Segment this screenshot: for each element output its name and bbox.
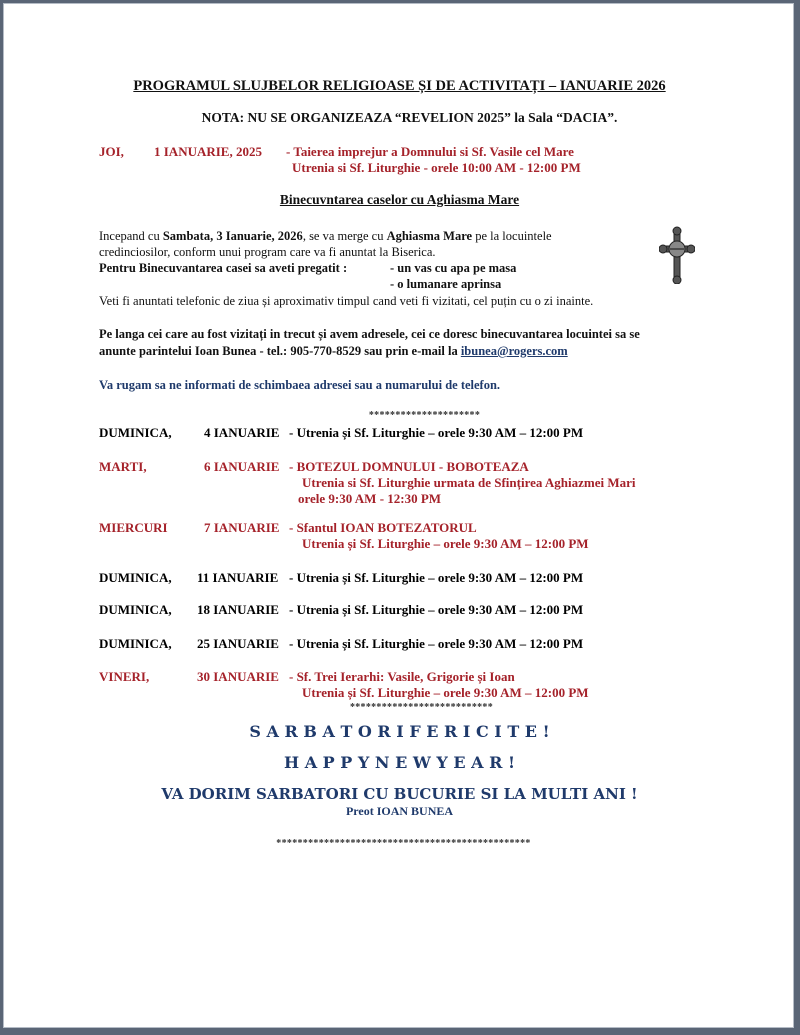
schedule-row: [99, 669, 699, 685]
document-page: [3, 3, 794, 1028]
greeting-happy-new-year: H A P P Y N E W Y E A R !: [284, 753, 515, 772]
day: DUMINICA,: [99, 636, 172, 651]
date: 4 IANUARIE: [204, 425, 280, 440]
blessing-paragraph: [99, 228, 552, 244]
day: MIERCURI: [99, 520, 168, 535]
date: 11 IANUARIE: [197, 570, 279, 585]
prep-item: - un vas cu apa pe masa: [390, 261, 517, 275]
date: 30 IANUARIE: [197, 669, 279, 684]
joi-line2: Utrenia si Sf. Liturghie - orele 10:00 AM - 12:00 PM: [292, 160, 581, 175]
schedule-line2: Utrenia și Sf. Liturghie – orele 9:30 AM – 12:00 PM: [302, 536, 589, 551]
prep-item: - o lumanare aprinsa: [390, 277, 502, 291]
blessing-heading: Binecuvntarea caselor cu Aghiasma Mare: [279, 192, 520, 207]
description: - Taierea imprejur a Domnului si Sf. Vasile cel Mare: [286, 144, 574, 159]
schedule-row: [99, 602, 699, 618]
address-change-request: Va rugam sa ne informati de schimbaea adresei sau a numarului de telefon.: [99, 378, 501, 392]
date: 25 IANUARIE: [197, 636, 279, 651]
day: VINERI,: [99, 669, 150, 684]
date: 6 IANUARIE: [204, 459, 280, 474]
separator: ************************************************: [276, 838, 531, 849]
prep-label: Pentru Binecuvantarea casei sa aveti pregatit :: [99, 261, 348, 275]
description: - Sfantul IOAN BOTEZATORUL: [289, 520, 477, 535]
text-bold: Sambata, 3 Ianuarie, 2026: [162, 229, 303, 243]
schedule-row: [99, 570, 699, 586]
blessing-paragraph-line2: credinciosilor, conform unui program care va fi anuntat la Biserica.: [99, 245, 436, 259]
date: 18 IANUARIE: [197, 602, 279, 617]
schedule-row: [99, 425, 699, 441]
separator: *********************: [368, 410, 481, 421]
separator: ***************************: [349, 702, 494, 713]
description: - Utrenia și Sf. Liturghie – orele 9:30 AM – 12:00 PM: [289, 570, 584, 585]
description: - Utrenia și Sf. Liturghie – orele 9:30 AM – 12:00 PM: [289, 602, 584, 617]
description: - Sf. Trei Ierarhi: Vasile, Grigorie și Ioan: [289, 669, 515, 684]
schedule-line3: orele 9:30 AM - 12:30 PM: [298, 491, 442, 506]
greeting-la-multi-ani: VA DORIM SARBATORI CU BUCURIE SI LA MULTI ANI !: [161, 785, 638, 803]
text: anunte parintelui Ioan Bunea - tel.: 905-770-8529 sau prin e-mail la: [99, 344, 461, 358]
email-link[interactable]: ibunea@rogers.com: [460, 344, 568, 358]
schedule-line2: Utrenia și Sf. Liturghie – orele 9:30 AM – 12:00 PM: [302, 685, 589, 700]
orthodox-cross-icon: [659, 226, 695, 284]
day: DUMINICA,: [99, 425, 172, 440]
description: - Utrenia și Sf. Liturghie – orele 9:30 AM – 12:00 PM: [289, 425, 584, 440]
contact-line1: Pe langa cei care au fost vizitați in trecut și avem adresele, cei ce doresc binecuvantarea locuintei sa se: [99, 327, 640, 341]
text: Incepand cu: [99, 229, 163, 243]
schedule-row: [99, 520, 699, 536]
text: pe la locuintele: [472, 229, 552, 243]
page-title: PROGRAMUL SLUJBELOR RELIGIOASE ȘI DE ACTIVITAȚI – IANUARIE 2026: [133, 78, 666, 94]
schedule-line2: Utrenia si Sf. Liturghie urmata de Sfințirea Aghiazmei Mari: [302, 475, 636, 490]
date: 1 IANUARIE, 2025: [154, 144, 262, 159]
greeting-sarbatori: S A R B A T O R I F E R I C I T E !: [249, 722, 550, 741]
day: DUMINICA,: [99, 602, 172, 617]
notice: Veti fi anuntati telefonic de ziua și aproximativ timpul cand veti fi vizitati, cel puțin cu o zi inainte.: [99, 294, 594, 308]
text-bold: Aghiasma Mare: [386, 229, 473, 243]
nota: NOTA: NU SE ORGANIZEAZA “REVELION 2025” la Sala “DACIA”.: [201, 110, 618, 125]
schedule-row-joi: [99, 144, 699, 160]
schedule-row: [99, 459, 699, 475]
date: 7 IANUARIE: [204, 520, 280, 535]
schedule-row: [99, 636, 699, 652]
day: JOI,: [99, 144, 124, 159]
contact-line2: [99, 343, 568, 359]
description: - Utrenia și Sf. Liturghie – orele 9:30 AM – 12:00 PM: [289, 636, 584, 651]
day: DUMINICA,: [99, 570, 172, 585]
day: MARTI,: [99, 459, 147, 474]
text: , se va merge cu: [302, 229, 387, 243]
signature: Preot IOAN BUNEA: [345, 804, 454, 818]
description: - BOTEZUL DOMNULUI - BOBOTEAZA: [289, 459, 529, 474]
